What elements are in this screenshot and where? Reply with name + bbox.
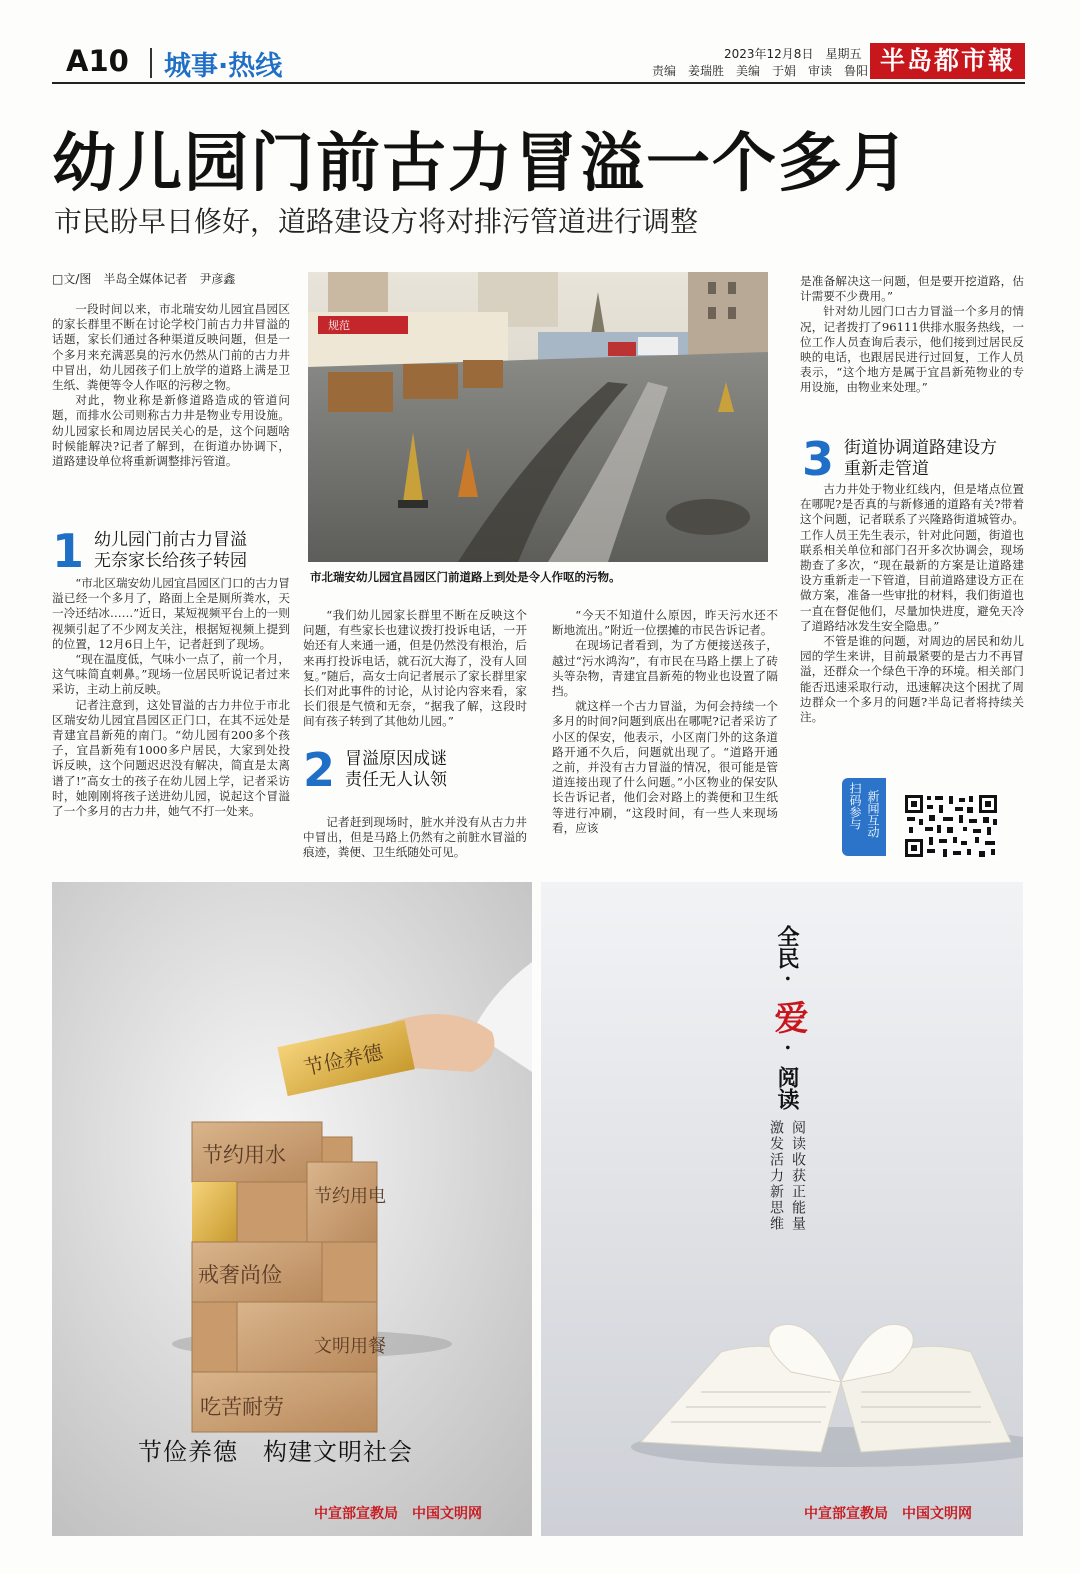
block-label: 戒奢尚俭 <box>198 1263 282 1287</box>
qr-interaction-tag <box>842 778 886 856</box>
ad-slogan: 节俭养德 构建文明社会 <box>138 1438 413 1466</box>
photo-caption: 市北瑞安幼儿园宜昌园区门前道路上到处是令人作呕的污物。 <box>310 570 621 584</box>
ad-title-dot: · <box>776 975 800 982</box>
block-label: 节约用水 <box>202 1143 286 1167</box>
paragraph: “我们幼儿园家长群里不断在反映这个问题，有些家长也建议拨打投诉电话，一开始还有人来通一通，但是仍然没有根治，后来再打投诉电话，就石沉大海了，没有人回复。”随后，高女士向记者展示了家长群里家长们对此事件的讨论，从讨论内容来看，家长们很是气愤和无奈，“据我了解，这段时间有孩子转到了其他幼儿园。” <box>303 608 527 729</box>
section-title <box>844 438 997 480</box>
section-title <box>94 530 247 572</box>
qr-tag-line: 新闻互动 <box>866 790 880 838</box>
date-line: 2023年12月8日 星期五 <box>724 47 862 61</box>
paragraph: 就这样一个古力冒溢，为何会持续一个多月的时间?问题到底出在哪呢?记者采访了小区的保安，他表示，小区南门外的这条道路开通不久后，问题就出现了。“道路开通之前，并没有古力冒溢的情况，很可能是管道连接出现了什么问题。”小区物业的保安队长告诉记者，他们会对路上的粪便和卫生纸等进行冲刷，“这段时间，有一些人来现场看，应该 <box>552 699 778 835</box>
ad-subtitle: 阅读收获正能量 <box>790 1120 806 1232</box>
section-1-text <box>52 576 290 819</box>
paragraph: 记者注意到，这处冒溢的古力井位于市北区瑞安幼儿园宜昌园区正门口，在其不远处是青建宜昌新苑的南门。“幼儿园有200多个孩子，宜昌新苑有1000多户居民，大家到处投诉反映，这个问题迟迟没有解决，简直是太离谱了!”高女士的孩子在幼儿园上学，记者采访时，她刚刚将孩子送进幼儿园，说起这个冒溢了一个多月的古力井，她气不打一处来。 <box>52 697 290 819</box>
section-title-line: 幼儿园门前古力冒溢 <box>94 530 247 550</box>
block-label: 吃苦耐劳 <box>200 1395 284 1419</box>
section-title-line: 责任无人认领 <box>345 770 447 790</box>
intro-text <box>52 302 290 469</box>
section-title-line: 街道协调道路建设方 <box>844 438 997 458</box>
section-title-line: 无奈家长给孩子转园 <box>94 551 247 571</box>
qr-tag-line: 扫码参与 <box>848 782 862 830</box>
ad-credit: 中宣部宣教局 中国文明网 <box>804 1506 972 1522</box>
ad-subtitle: 激发活力新思维 <box>768 1120 784 1232</box>
section-title-line: 冒溢原因成谜 <box>345 749 447 769</box>
gold-block-label: 节俭养德 <box>301 1039 385 1080</box>
page-number: A10 <box>66 44 129 78</box>
paragraph: “今天不知道什么原因，昨天污水还不断地流出。”附近一位摆摊的市民告诉记者。 <box>552 608 778 638</box>
headline: 幼儿园门前古力冒溢一个多月 <box>52 127 910 201</box>
header-divider <box>150 48 152 78</box>
ad-title-dot: · <box>776 1044 800 1051</box>
ad-title-top: 全民 <box>774 925 800 969</box>
paragraph: 在现场记者看到，为了方便接送孩子，越过“污水鸿沟”，有市民在马路上摆上了砖头等杂物，青建宜昌新苑的物业也设置了隔挡。 <box>552 638 778 699</box>
street-photo <box>308 272 768 562</box>
staff-line: 责编 姜瑞胜 美编 于娟 审读 鲁阳 <box>652 64 869 78</box>
section-number: 1 <box>52 524 85 578</box>
section-number: 3 <box>802 432 835 486</box>
qr-code-icon[interactable] <box>903 793 999 859</box>
section-title <box>345 749 447 791</box>
block-label: 文明用餐 <box>314 1336 386 1357</box>
paragraph: 是准备解决这一问题，但是要开挖道路，估计需要不少费用。” <box>800 274 1024 304</box>
paragraph: 对此，物业称是新修道路造成的管道问题，而排水公司则称古力井是物业专用设施。幼儿园家长和周边居民关心的是，这个问题啥时候能解决?记者了解到，在街道办协调下，道路建设单位将重新调整排污管道。 <box>52 393 290 469</box>
section-number: 2 <box>303 743 336 797</box>
header-rule <box>52 82 1025 84</box>
column-2-text <box>303 608 527 730</box>
news-photo <box>308 272 768 562</box>
newspaper-masthead: 半岛都市報 <box>870 43 1025 79</box>
paragraph: “市北区瑞安幼儿园宜昌园区门口的古力冒溢已经一个多月了，路面上全是厕所粪水，天一冷还结冰……”近日，某短视频平台上的一则视频引起了不少网友关注，根据短视频上提到的位置，12月6日上午，记者赶到了现场。 <box>52 576 290 651</box>
paragraph: 一段时间以来，市北瑞安幼儿园宜昌园区的家长群里不断在讨论学校门前古力井冒溢的话题，家长们通过各种渠道反映问题，但是一个多月来充满恶臭的污水仍然从门前的古力井中冒出，幼儿园孩子们上放学的道路上满是卫生纸、粪便等令人作呕的污秽之物。 <box>52 302 290 393</box>
section-3-text <box>800 482 1024 725</box>
ad-credit: 中宣部宣教局 中国文明网 <box>314 1506 482 1522</box>
banner-text: 规范 <box>328 319 350 332</box>
paragraph: 古力井处于物业红线内，但是堵点位置在哪呢?是否真的与新修通的道路有关?带着这个问题，记者联系了兴隆路街道城管办。工作人员王先生表示，针对此问题，街道也联系相关单位和部门召开多次协调会，现场勘查了多次，“现在最新的方案是让道路建设方重新走一下管道，目前道路建设方正在做方案，准备一些审批的材料，我们街道也一直在督促他们，尽量加快进度，避免天冷了道路结冰发生安全隐患。” <box>800 482 1024 633</box>
paragraph: 记者赶到现场时，脏水并没有从古力井中冒出，但是马路上仍然有之前脏水冒溢的痕迹，粪便、卫生纸随处可见。 <box>303 815 527 860</box>
column-4-text <box>800 274 1024 396</box>
section-title: 城事·热线 <box>164 51 283 82</box>
paragraph: 不管是谁的问题，对周边的居民和幼儿园的学生来讲，目前最紧要的是古力不再冒溢，还群众一个绿色干净的环境。相关部门能否迅速采取行动，迅速解决这个困扰了周边群众一个多月的问题?半岛记者将持续关注。 <box>800 634 1024 725</box>
column-3-text <box>552 608 778 836</box>
section-2-text <box>303 815 527 861</box>
ad-title-bottom: 阅读 <box>774 1066 800 1110</box>
paragraph: 针对幼儿园门口古力冒溢一个多月的情况，记者拨打了96111供排水服务热线，一位工作人员查询后表示，他们接到过居民反映的电话，也跟居民进行过回复，工作人员表示，“这个地方是属于宜昌新苑物业的专用设施，由物业来处理。” <box>800 304 1024 395</box>
paragraph: “现在温度低，气味小一点了，前一个月，这气味简直刺鼻。”现场一位居民听说记者过来采访，主动上前反映。 <box>52 652 290 697</box>
byline: □文/图 半岛全媒体记者 尹彦鑫 <box>52 272 236 286</box>
block-label: 节约用电 <box>314 1186 386 1207</box>
subheadline: 市民盼早日修好，道路建设方将对排污管道进行调整 <box>54 205 699 238</box>
section-title-line: 重新走管道 <box>844 459 929 479</box>
ad-title-love: 爱 <box>768 1000 808 1034</box>
